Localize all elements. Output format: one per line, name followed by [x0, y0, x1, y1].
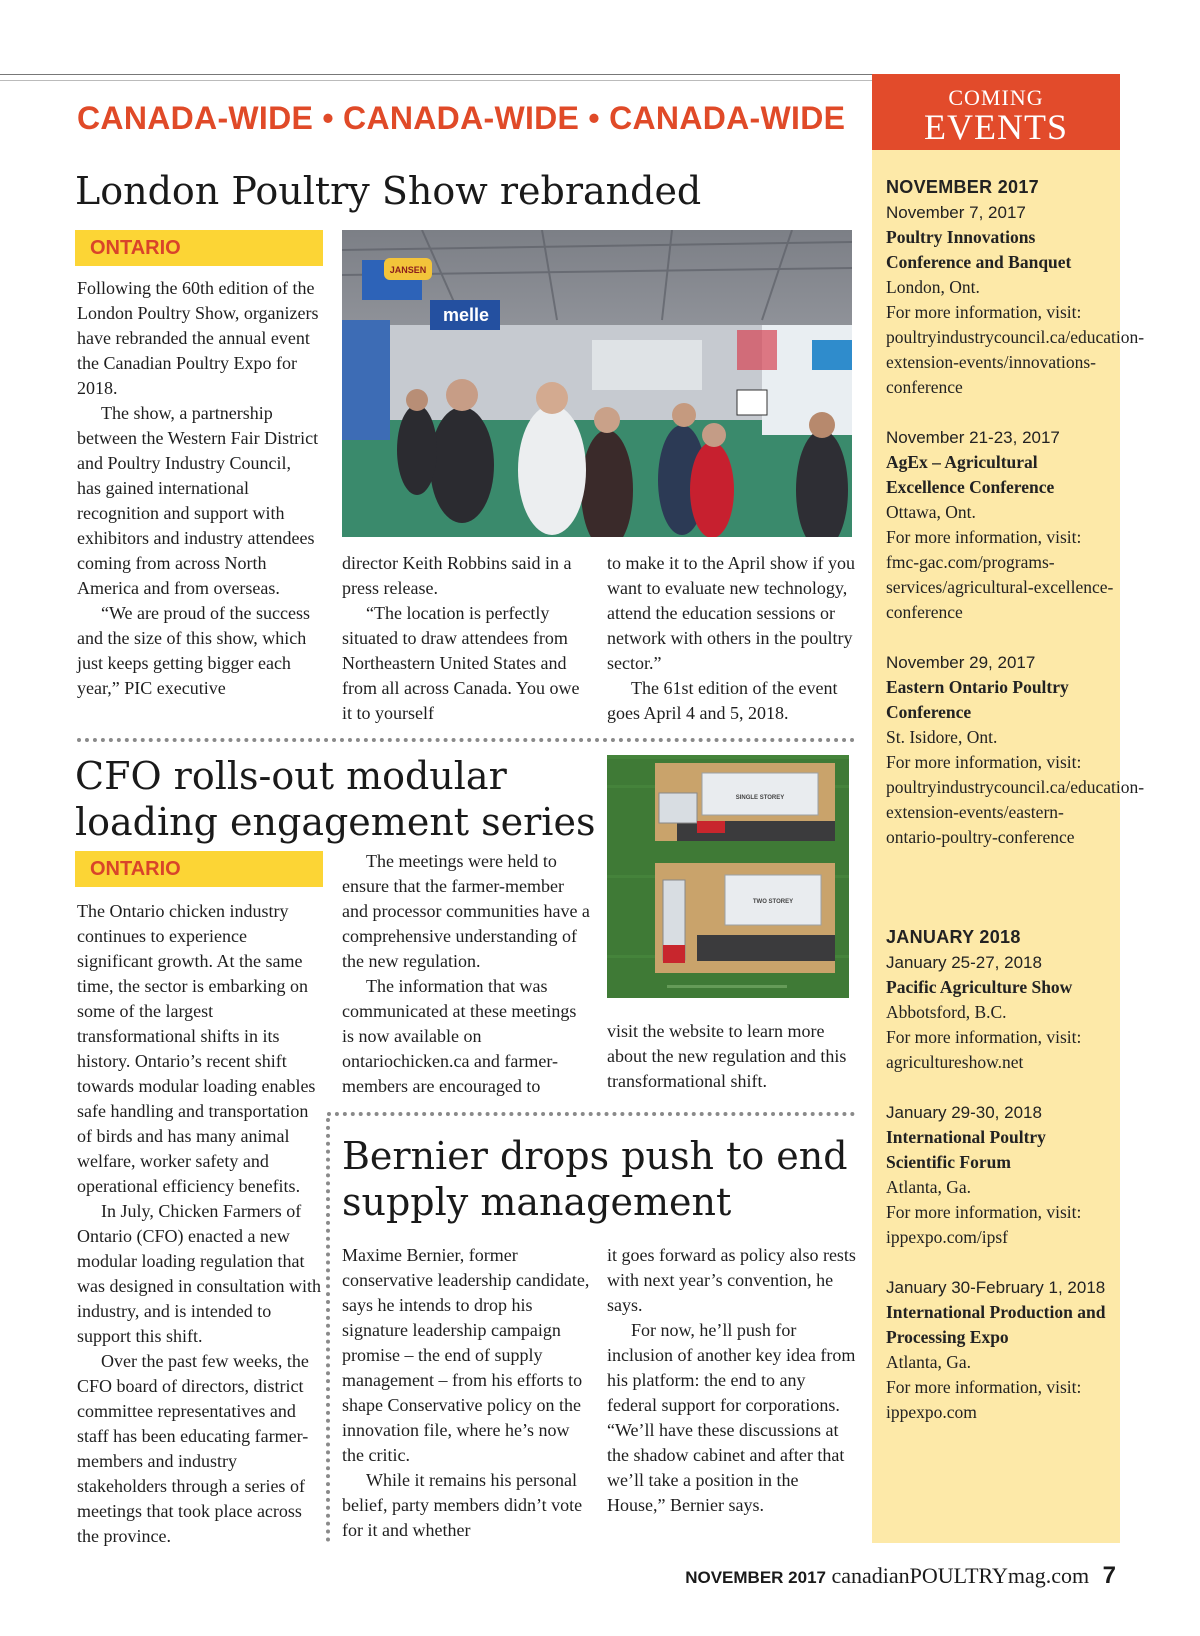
poultry-show-photo — [342, 230, 852, 537]
article1-region-tag: ONTARIO — [75, 230, 323, 266]
event-name: AgEx – Agricultural Excellence Conference — [886, 452, 1055, 497]
event-item — [886, 1100, 1116, 1250]
event-name: Eastern Ontario Poultry Conference — [886, 677, 1069, 722]
photo-sign-text: JANSEN — [389, 265, 427, 275]
paragraph: director Keith Robbins said in a press release. — [342, 553, 572, 598]
paragraph: Following the 60th edition of the London Poultry Show, organizers have rebranded the annual event the Canadian Poultry Expo for 2018. — [77, 278, 319, 398]
event-info: For more information, visit: agricultureshow.net — [886, 1027, 1082, 1072]
event-place: London, Ont. — [886, 277, 980, 297]
paragraph: “We are proud of the success and the size of this show, which just keeps getting bigger each year,” PIC executive — [77, 603, 310, 698]
coming-events-header — [872, 74, 1120, 150]
article2-region-tag: ONTARIO — [75, 851, 323, 887]
event-place: Atlanta, Ga. — [886, 1352, 972, 1372]
events-group-january — [886, 925, 1116, 1450]
paragraph: Maxime Bernier, former conservative leadership candidate, says he intends to drop his signature leadership campaign promise – the end of supply management – from his efforts to shape Conservative policy on the innovation file, where he’s now the critic. — [342, 1245, 590, 1465]
section-banner: CANADA-WIDE • CANADA-WIDE • CANADA-WIDE — [77, 100, 846, 136]
event-info: For more information, visit: poultryindustrycouncil.ca/education-extension-events/eastern-ontario-poultry-conference — [886, 752, 1145, 847]
event-place: Atlanta, Ga. — [886, 1177, 972, 1197]
event-item — [886, 1275, 1116, 1425]
article1-title: London Poultry Show rebranded — [75, 169, 702, 213]
event-place: Ottawa, Ont. — [886, 502, 976, 522]
paragraph: Over the past few weeks, the CFO board of directors, district committee representatives and staff has been educating farmer-members and industry stakeholders through a series of meetings that took place across the province. — [77, 1351, 309, 1546]
event-name: International Production and Processing Expo — [886, 1302, 1106, 1347]
diagram-label: SINGLE STOREY — [735, 795, 785, 801]
article2-title-line-2: loading engagement series — [75, 800, 596, 844]
article2-title-line-1: CFO rolls-out modular — [75, 754, 507, 798]
article3-title-line-1: Bernier drops push to end — [342, 1134, 848, 1178]
footer-issue-date: NOVEMBER 2017 — [685, 1568, 826, 1587]
modular-loading-diagram — [607, 755, 849, 998]
article1-column-3 — [607, 551, 857, 726]
event-item — [886, 950, 1116, 1075]
barn-layout-diagram-image — [607, 755, 849, 998]
events-month-heading: NOVEMBER 2017 — [886, 177, 1039, 197]
event-date: November 7, 2017 — [886, 203, 1026, 222]
paragraph: The 61st edition of the event goes April 4 and 5, 2018. — [607, 678, 838, 723]
column-divider — [326, 1118, 330, 1542]
event-name: International Poultry Scientific Forum — [886, 1127, 1046, 1172]
paragraph: For now, he’ll push for inclusion of another key idea from his platform: the end to any federal support for corporations. “We’ll have these discussions at the shadow cabinet and after that we’ll take a position in the House,” Bernier says. — [607, 1320, 856, 1515]
event-place: Abbotsford, B.C. — [886, 1002, 1007, 1022]
article2-column-1 — [77, 899, 321, 1549]
section-divider — [327, 1112, 855, 1116]
page-number: 7 — [1102, 1562, 1116, 1589]
event-date: November 21-23, 2017 — [886, 428, 1060, 447]
top-rule-secondary — [0, 80, 872, 81]
event-name: Pacific Agriculture Show — [886, 977, 1073, 997]
photo-sign-text: melle — [442, 305, 490, 325]
event-info: For more information, visit: poultryindustrycouncil.ca/education-extension-events/innovations-conference — [886, 302, 1145, 397]
page-footer — [685, 1562, 1116, 1590]
event-date: November 29, 2017 — [886, 653, 1036, 672]
trade-show-crowd-image — [342, 230, 852, 537]
article3-title-line-2: supply management — [342, 1180, 732, 1224]
event-date: January 29-30, 2018 — [886, 1103, 1042, 1122]
event-date: January 25-27, 2018 — [886, 953, 1042, 972]
article3-column-1 — [342, 1243, 590, 1543]
events-group-november — [886, 175, 1145, 875]
footer-website: canadianPOULTRYmag.com — [831, 1563, 1090, 1588]
event-info: For more information, visit: ippexpo.com/ipsf — [886, 1202, 1082, 1247]
top-rule — [0, 74, 872, 75]
paragraph: While it remains his personal belief, party members didn’t vote for it and whether — [342, 1470, 583, 1540]
event-info: For more information, visit: ippexpo.com — [886, 1377, 1082, 1422]
diagram-label: TWO STOREY — [752, 899, 794, 905]
event-date: January 30-February 1, 2018 — [886, 1278, 1106, 1297]
event-name: Poultry Innovations Conference and Banquet — [886, 227, 1072, 272]
paragraph: it goes forward as policy also rests with next year’s convention, he says. — [607, 1245, 856, 1315]
event-info: For more information, visit: fmc-gac.com/programs-services/agricultural-excellence-conference — [886, 527, 1114, 622]
events-month-heading: JANUARY 2018 — [886, 927, 1021, 947]
coming-events-header-line-2: EVENTS — [924, 107, 1068, 147]
event-place: St. Isidore, Ont. — [886, 727, 998, 747]
event-item — [886, 200, 1145, 400]
paragraph: visit the website to learn more about the new regulation and this transformational shift. — [607, 1021, 847, 1091]
event-item — [886, 650, 1145, 850]
article2-column-3 — [607, 1019, 857, 1094]
paragraph: “The location is perfectly situated to draw attendees from Northeastern United States and from all across Canada. You owe it to yourself — [342, 603, 580, 723]
paragraph: The information that was communicated at these meetings is now available on ontariochicken.ca and farmer-members are encouraged to — [342, 976, 577, 1096]
article3-column-2 — [607, 1243, 857, 1518]
paragraph: The show, a partnership between the Western Fair District and Poultry Industry Council, has gained international recognition and support with exhibitors and industry attendees coming from across North America and from overseas. — [77, 403, 319, 598]
section-divider — [77, 738, 855, 742]
article1-column-2 — [342, 551, 590, 726]
paragraph: In July, Chicken Farmers of Ontario (CFO) enacted a new modular loading regulation that was designed in consultation with industry, and is intended to support this shift. — [77, 1201, 321, 1346]
paragraph: The Ontario chicken industry continues to experience significant growth. At the same time, the sector is embarking on some of the largest transformational shifts in its history. Ontario’s recent shift towards modular loading enables safe handling and transportation of birds and has many animal welfare, worker safety and operational efficiency benefits. — [77, 901, 316, 1196]
event-item — [886, 425, 1116, 625]
paragraph: to make it to the April show if you want to evaluate new technology, attend the education sessions or network with others in the poultry sector.” — [607, 553, 855, 673]
article2-column-2 — [342, 849, 590, 1099]
coming-events-header-line-1: COMING — [948, 85, 1044, 110]
article1-column-1 — [77, 276, 319, 701]
paragraph: The meetings were held to ensure that the farmer-member and processor communities have a comprehensive understanding of the new regulation. — [342, 851, 590, 971]
